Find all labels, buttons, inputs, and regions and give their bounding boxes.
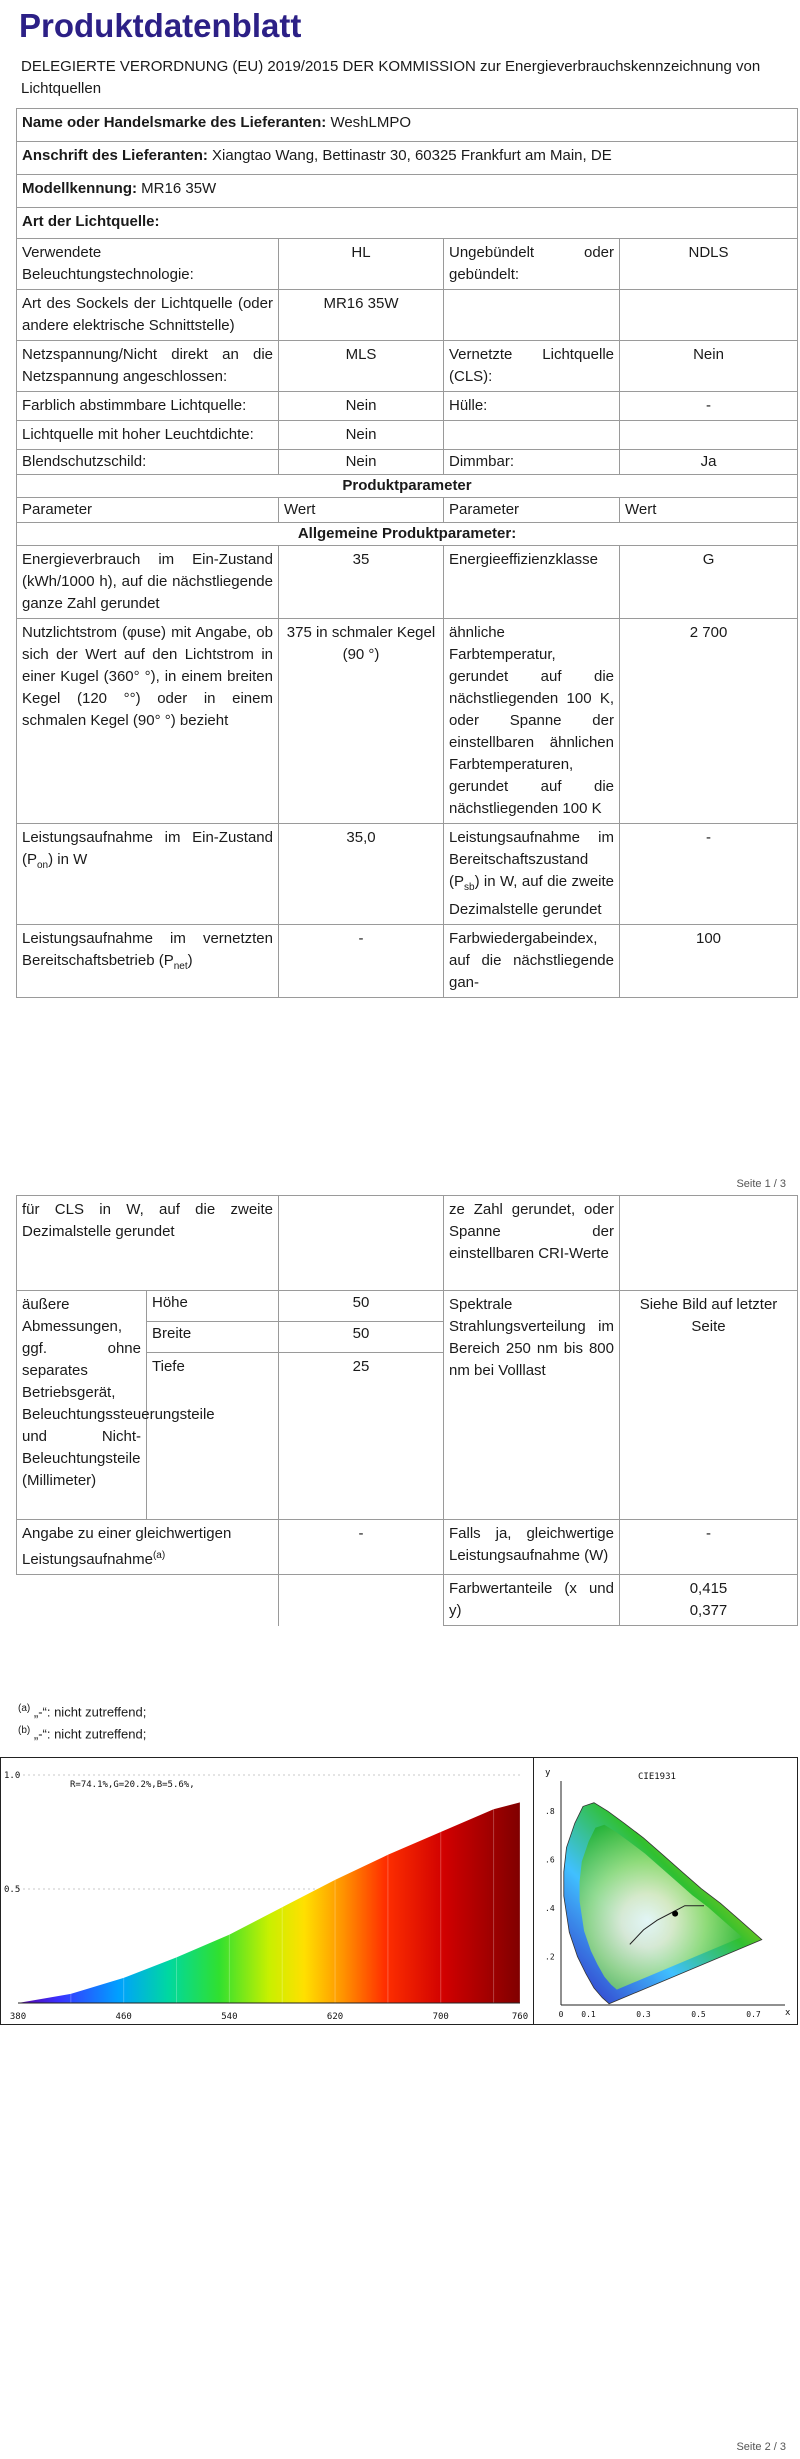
cie-x-tick-0: 0 [558, 2010, 564, 2019]
chromaticity-row [17, 1575, 798, 1626]
spectrum-x-tick-3: 620 [326, 2012, 344, 2022]
equivalent-power-label: Angabe zu einer gleichwertigen Leistungsaufnahme$^{(a)}$ [17, 1520, 279, 1575]
width-label: Breite [147, 1322, 279, 1353]
datasheet-table-page-1 [16, 108, 798, 998]
cie-x-tick-4: 0.7 [746, 2010, 761, 2019]
power-on-label: Leistungsaufnahme im Ein-Zustand $(P_{on})$ in W [17, 824, 279, 925]
glare-value: Nein [279, 450, 444, 475]
networked-standby-continued: für CLS in W, auf die zweite Dezimalstelle gerundet [17, 1196, 279, 1291]
chromaticity-value [620, 1575, 798, 1626]
cie-x-axis-label: x [785, 2008, 791, 2018]
mains-row [17, 341, 798, 392]
spectral-distribution-chart [0, 1757, 535, 2025]
supplier-name-label: Name oder Handelsmarke des Lieferanten: [22, 114, 327, 131]
supplier-name-value: WeshLMPO [330, 114, 412, 131]
spectral-distribution-label: Spektrale Strahlungsverteilung im Bereich 250 nm bis 800 nm bei Volllast [444, 1291, 620, 1520]
mains-label: Netzspannung/Nicht direkt an die Netzspannung angeschlossen: [17, 341, 279, 392]
chromaticity-label: Farbwertanteile (x und y) [444, 1575, 620, 1626]
networked-standby-continued-row [17, 1196, 798, 1291]
glare-row [17, 450, 798, 475]
bundled-label: Ungebündelt oder gebündelt: [444, 239, 620, 290]
supplier-address-row [17, 142, 798, 175]
envelope-value: - [620, 392, 798, 421]
general-params-header-row [17, 523, 798, 546]
spectrum-x-tick-5: 760 [511, 2012, 529, 2022]
width-value: 50 [279, 1322, 444, 1353]
networked-standby-row [17, 925, 798, 998]
model-label: Modellkennung: [22, 180, 137, 197]
spectrum-x-tick-4: 700 [432, 2012, 449, 2022]
cie-x-tick-1: 0.1 [581, 2010, 596, 2019]
document-title: Produktdatenblatt [19, 7, 302, 44]
height-value: 50 [279, 1291, 444, 1322]
spectrum-x-tick-0: 380 [9, 2012, 27, 2022]
chromaticity-y: 0,377 [689, 1602, 728, 1619]
col-param-2: Parameter [444, 498, 620, 523]
dimensions-label: äußere Abmessungen, ggf. ohne separates Betriebsgerät, Beleuchtungssteuerungsteile und Nicht-Beleuchtungsteile (Millimeter) [17, 1291, 147, 1520]
flux-value: 375 in schmaler Kegel (90 °) [279, 619, 444, 824]
supplier-name-row [17, 109, 798, 142]
page-1 [0, 0, 800, 1195]
networked-standby-label: Leistungsaufnahme im vernetzten Bereitschaftsbetrieb $(P_{net})$ [17, 925, 279, 998]
cri-value: 100 [620, 925, 798, 998]
col-value-2: Wert [620, 498, 798, 523]
equivalent-power-value: - [279, 1520, 444, 1575]
cie-x-tick-3: 0.5 [691, 2010, 706, 2019]
mains-value: MLS [279, 341, 444, 392]
dimmable-value: Ja [620, 450, 798, 475]
model-value: MR16 35W [141, 180, 217, 197]
light-source-section-heading: Art der Lichtquelle: [17, 208, 798, 239]
standby-power-label: Leistungsaufnahme im Bereitschaftszustand $(P_{sb})$ in W, auf die zweite Dezimalstelle gerundet [444, 824, 620, 925]
column-header-row [17, 498, 798, 523]
col-param-1: Parameter [17, 498, 279, 523]
cie-x-tick-2: 0.3 [636, 2010, 651, 2019]
cri-label: Farbwiedergabeindex, auf die nächstliegende gan- [444, 925, 620, 998]
cie1931-chart [533, 1757, 798, 2025]
high-luminance-value: Nein [279, 421, 444, 450]
energy-value: 35 [279, 546, 444, 619]
energy-class-value: G [620, 546, 798, 619]
tunable-row [17, 392, 798, 421]
flux-label: Nutzlichtstrom (φuse) mit Angabe, ob sich der Wert auf den Lichtstrom in einer Kugel (360° °), in einem breiten Kegel (120 °°) oder in einem schmalen Kegel (90° °) bezieht [17, 619, 279, 824]
cri-continued: ze Zahl gerundet, oder Spanne der einstellbaren CRI-Werte [444, 1196, 620, 1291]
cls-value: Nein [620, 341, 798, 392]
tunable-label: Farblich abstimmbare Lichtquelle: [17, 392, 279, 421]
socket-label: Art des Sockels der Lichtquelle (oder andere elektrische Schnittstelle) [17, 290, 279, 341]
height-label: Höhe [147, 1291, 279, 1322]
bundled-value: NDLS [620, 239, 798, 290]
cie-title: CIE1931 [638, 1772, 676, 1782]
supplier-address-label: Anschrift des Lieferanten: [22, 147, 208, 164]
cls-label: Vernetzte Lichtquelle (CLS): [444, 341, 620, 392]
envelope-label: Hülle: [444, 392, 620, 421]
standby-power-value: - [620, 824, 798, 925]
tech-label: Verwendete Beleuchtungstechnologie: [17, 239, 279, 290]
cct-label: ähnliche Farbtemperatur, gerundet auf die nächstliegenden 100 K, oder Spanne der einstellbaren ähnlichen Farbtemperaturen, gerundet auf die nächstliegenden 100 K [444, 619, 620, 824]
high-luminance-row [17, 421, 798, 450]
document-subtitle: DELEGIERTE VERORDNUNG (EU) 2019/2015 DER KOMMISSION zur Energieverbrauchskennzeichnung von Lichtquellen [21, 58, 761, 97]
dimmable-label: Dimmbar: [444, 450, 620, 475]
depth-value: 25 [279, 1353, 444, 1520]
depth-label: Tiefe [147, 1353, 279, 1520]
footnote-a: $^{(a)}$ „-“: nicht zutreffend; [18, 1703, 147, 1720]
model-row [17, 175, 798, 208]
high-luminance-label: Lichtquelle mit hoher Leuchtdichte: [17, 421, 279, 450]
footnote-b: $^{(b)}$ „-“: nicht zutreffend; [18, 1725, 147, 1742]
power-on-row [17, 824, 798, 925]
light-source-section-row [17, 208, 798, 239]
tunable-value: Nein [279, 392, 444, 421]
chromaticity-x: 0,415 [689, 1580, 728, 1597]
page-number-1: Seite 1 / 3 [736, 1178, 786, 1190]
general-params-header: Allgemeine Produktparameter: [17, 523, 798, 546]
col-value-1: Wert [279, 498, 444, 523]
cie-chromaticity-point [672, 1911, 678, 1917]
equivalent-power-watts-label: Falls ja, gleichwertige Leistungsaufnahme (W) [444, 1520, 620, 1575]
glare-label: Blendschutzschild: [17, 450, 279, 475]
cie-point-0 [672, 1911, 678, 1917]
spectrum-x-tick-1: 460 [115, 2012, 132, 2022]
cie-y-tick-1: .6 [545, 1855, 555, 1865]
supplier-address-value: Xiangtao Wang, Bettinastr 30, 60325 Frankfurt am Main, DE [212, 147, 612, 164]
spectrum-annotation: R=74.1%,G=20.2%,B=5.6%, [70, 1780, 195, 1790]
spectral-distribution-value: Siehe Bild auf letzter Seite [620, 1291, 798, 1520]
cie-y-tick-0: .8 [545, 1807, 555, 1817]
dimensions-row [17, 1291, 798, 1322]
cie-y-tick-3: .2 [545, 1952, 555, 1962]
networked-standby-value: - [279, 925, 444, 998]
datasheet-table-page-2 [16, 1195, 798, 1626]
power-on-value: 35,0 [279, 824, 444, 925]
spectrum-y-tick-0: 1.0 [4, 1771, 21, 1781]
equivalent-power-watts-value: - [620, 1520, 798, 1575]
product-params-header: Produktparameter [17, 475, 798, 498]
socket-value: MR16 35W [279, 290, 444, 341]
cie-y-axis-label: y [545, 1768, 551, 1778]
page-number-2: Seite 2 / 3 [736, 2441, 786, 2453]
flux-row [17, 619, 798, 824]
spectrum-y-tick-1: 0.5 [4, 1885, 21, 1895]
spectrum-x-tick-2: 540 [221, 2012, 238, 2022]
cct-value: 2 700 [620, 619, 798, 824]
page-2 [0, 1195, 800, 2459]
tech-row [17, 239, 798, 290]
product-params-header-row [17, 475, 798, 498]
energy-class-label: Energieeffizienzklasse [444, 546, 620, 619]
equivalent-power-row [17, 1520, 798, 1575]
energy-row [17, 546, 798, 619]
tech-value: HL [279, 239, 444, 290]
energy-label: Energieverbrauch im Ein-Zustand (kWh/1000 h), auf die nächstliegende ganze Zahl gerundet [17, 546, 279, 619]
socket-row [17, 290, 798, 341]
cie-y-tick-2: .4 [545, 1904, 555, 1914]
